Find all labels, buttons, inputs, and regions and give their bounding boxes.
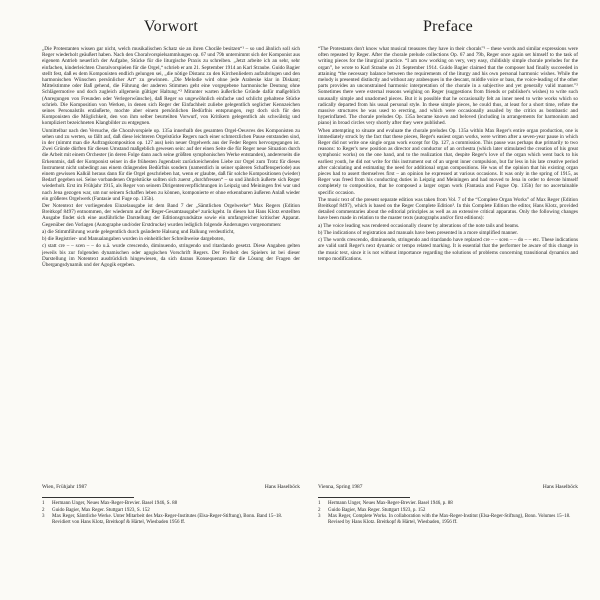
german-body xyxy=(42,46,300,502)
footnote xyxy=(318,501,578,507)
footnote-number: 3 xyxy=(318,514,321,519)
footnotes xyxy=(42,501,300,527)
paragraph: Unmittelbar nach den Versuche, die Choralvorspiele op. 135a innerhalb des gesamten Orgel-Oeuvres des Komponisten zu sehen und zu werten, so fällt auf, daß diese leichteren Orgelstücke Regers nach einer schmerzlichen Pause entstanden sind, in der (nimmt man die Auftragskomposition op. 127 aus) kein neuer Orgelwerk aus der Feder Regers hervorgegangen ist. Zwei Gründe dürften für diesen Umstand maßgeblich gewesen sein: auf der einen Seite die für Reger neue Situation durch die Arbeit mit einem Orchester (in deren Folge dann auch seine größten symphonischen Werke entstanden), andererseits die Erkenntnis, daß der Komponist seiner in die frühesten Jugendzeit zurückreichenden Liebe zur Orgel zum Trotz für dieses Instrument nicht unbedingt aus einem drängenden Bedürfnis sondern (namentlich in seiner späteren Schaffensperiode) aus einem gewissen Kalkül heraus dann für die Orgel geschrieben hat, wenn er glaubte, daß für solche Kompositionen (wieder) Bedarf gegeben sei. Seine vorbandenen Orgelstücke sollten sich zuerst „durchfressen“ – so und ähnlich äußerte sich Reger wiederholt. Erst im Frühjahr 1915, als Reger von seinem Dirigentenverpflichtungen in Leipzig und Meiningen frei war und nach Jena gezogen war, um nur seinem Schaffen leben zu können, komponierte er ohne erkennbaren äußeren Anlaß wieder ein größeres Orgelwerk (Fantasie und Fuge op. 135b). xyxy=(42,127,300,202)
footnotes xyxy=(318,501,578,527)
footnote xyxy=(42,508,300,514)
paragraph: „Die Protestanten wissen gar nicht, welch musikalischen Schatz sie an ihren Choräle besitzen“¹ – so und ähnlich soll sich Reger wiederholt geäußert haben. Nach den Choralvorspielsammlungen op. 67 und 79b unternimmt sich der Komponist aus eigenem Antrieb neuerlich der Aufgabe, Stücke für die liturgische Praxis zu schreiben. „Jetzt arbeite ich an sehr, sehr einfachen, kinderleichten Choralvorspielen für die Orgel,“ schrieb er am 21. September 1914 an Karl Straube. Guido Bagier stellt fest, daß es dem Komponisten endlich gelungen sei, „die nötige Distanz zu den Kirchenliedern aufzubringen und den harmonischen Wünschen persönlicher Art“ zu gewinnen. „Die Melodie wird ohne jede Arabeske klar in Diskant; Mittelstimme oder Baß gehend, die Führung der anderen Stimmen geht eine vorgegebene harmonische Deutung ohne Schlägermotive und doch zugleich allgemein gültiger Haltung.“² Mitunter warten äußerliche Gründe dafür maßgeblich (Anregungen von Freunden oder Verlegerwünsche), daß Reger so ungewöhnlich einfache und schlicht gehaltene Stücke schrieb. Die Komposition von Werken, in denen sich Reger der Einfachheit zuliebe gelegentlich seglicher Kennzeichen seines Personalstils entäußerte, mochte aber einem persönlichen Bedürfnis entsprungen, regt doch sich für den Komponisten die Möglichkeit, den von ihm selber beurteilten Vorwurf, von Kritikern gelegentlich als schwülstig und kompliziert bezeichneten Klangbilder zu entgegnen. xyxy=(42,46,300,127)
english-body xyxy=(318,46,578,502)
footnote-number: 3 xyxy=(42,514,45,519)
paragraph: The music text of the present separate edition was taken from Vol. 7 of the “Complete Organ Works” of Max Reger (Edition Breitkopf 8497), which is based on the Reger Complete Edition³. In this Complete Edition the editor, Hans Klotz, provided detailed commentaries about the editorial principles as well as an extensive critical apparatus. Only the following changes have been made in relation to the master texts (autographs and/or first editions): xyxy=(318,196,578,222)
page-title-english: Preface xyxy=(422,18,474,35)
footnote-text: Hermann Unger, Neues Max-Reger-Brevier. Basel 1946, S. 88 xyxy=(52,501,178,506)
list-item: b) The indications of registration and manuals have been presented in a more simplified manner. xyxy=(318,229,518,236)
paragraph: When attempting to situate and evaluate the chorale preludes Op. 135a within Max Reger's entire organ production, one is immediately struck by the fact that these pieces, Reger's easiest organ works, were written after a seven-year pause in which Reger did not write one single organ work except for Op. 127, a commission. This pause was perhaps due primarily to two reasons: to Reger's new position as director and conductor of an orchestra (which later stimulated the creation of his great symphonic works) on the one hand, and to the realization that, despite Reger's love of the organ which went back to his earliest youth, he did not write for this instrument out of an urgent inner compulsion, but far less in his late creative period after calculating and estimating the need for additional organ compositions. He was of the opinion that his existing organ pieces had to assert themselves first – an opinion he expressed at various occasions. It was only in the spring of 1915, as Reger was freed from his conducting duties in Leipzig and Meiningen and had moved to Jena in order to devote himself completely to composition, that he composed a larger organ work (Fantasia and Fugue Op. 135b) for no ascertainable specific occasion. xyxy=(318,127,578,196)
footnote xyxy=(318,508,578,514)
signature-line xyxy=(42,484,300,490)
footnote xyxy=(42,501,300,507)
footnote-text: Guido Bagier, Max Reger. Stuttgart 1923, S. 152 xyxy=(52,507,150,513)
paragraph: Der Notentext der vorliegenden Einzelausgabe ist dem Band 7 der „Sämtlichen Orgelwerke“ Max Regers (Edition Breitkopf 8497) entnommen, der wiederum auf der Reger-Gesamtausgabe³ zurückgeht. In diesen hat Hans Klotz erstellten Ausgabe findet sich eine ausführliche Darstellung der Editionsgrundsätze sowie ein umfangreicher kritischer Apparat. Gegenüber den Vorlagen (Autographe und/oder Erstdrucke) wurden lediglich folgende Änderungen vorgenommen: xyxy=(42,203,300,228)
footnote xyxy=(318,514,578,526)
footnote-number: 1 xyxy=(42,501,45,506)
english-column xyxy=(318,0,578,525)
footnote-text: Max Reger, Sämtliche Werke. Unter Mitarbeit des Max-Reger-Institutes (Elsa-Reger-Stiftung), Bonn. Band 15–18. Revidiert von Hans Klotz, Breitkopf & Härtel, Wiesbaden 1956 ff. xyxy=(52,514,283,525)
list-item: c) statt cre – – scen – – do u.ä. wurde crescendo, diminuendo, stringendo und ritardando gesetzt. Diese Angaben gelten jeweils bis zur folgenden dynamischen oder agogischen Vorschrift Regers. Der Freiheit des Spielers ist bei dieser Darstellung im Notentext ausdrücklich hingewiesen, da sich daraus Konsequenzen für die Lösung der Fragen der Übergangsdynamik und der Agogik ergeben. xyxy=(42,243,300,268)
footnote-divider xyxy=(42,497,134,498)
german-column xyxy=(42,0,300,525)
footnote-text: Hermann Unger, Neues Max-Reger-Brevier. Basel 1946, p. 88 xyxy=(328,501,453,506)
list-item: a) The voice leading was rendered occasionally clearer by alterations of the note tails and beams. xyxy=(318,222,520,229)
place-date: Wien, Frühjahr 1987 xyxy=(42,484,87,490)
footnote-text: Guido Bagier, Max Reger. Stuttgart 1923, p. 152 xyxy=(328,507,426,513)
list-item: c) The words crescendo, diminuendo, stringendo and ritardando have replaced cre – – scen – – do – – etc. These indications are valid until Reger's next dynamic or tempo related marking. It is essential that the performer be aware of this change in the music text, since it is not without importance regarding the solutions of problems concerning transitional dynamics and tempo modifications. xyxy=(318,237,578,262)
paragraph: “The Protestants don't know what musical treasures they have in their chorals”¹ – these words and similar expressions were often repeated by Reger. After the chorale prelude collections Op. 67 and 79b, Reger once again set himself to the task of writing pieces for the liturgical practice. “I am now working on very, very easy, childishly simple chorale preludes for the organ”, he wrote to Karl Straube on 21 September 1914. Guido Bagier claimed that the composer had finally succeeded in attaining “the necessary balance between the requirements of the liturgy and his own personal harmonic wishes. While the melody is presented distinctly and without any arabesques in the descant, middle voice or bass, the voice-leading of the other parts provides an unconstrained harmonic interpretation of the chorale in a subjective and yet generally valid manner.”² Sometimes there were external reasons weighing on Reger (suggestions from friends or publisher's wishes) to write such unusually simple and unadorned pieces. But it is possible that he occasionally felt an inner need to write works which so radically departed from his usual personal style. In these simple pieces, he could thus, at least for a short time, refute the massive structures he was used to erecting, and which were occasionally assailed by the critics as bombastic and hyperinflated. The chorale preludes Op. 135a became known and beloved (including in arrangements for harmonium and piano) in broad circles very shortly after they were published. xyxy=(318,46,578,127)
list-item: b) die Registrier- und Manualangaben wurden in einheitlicher Schreibweise dargeboten, xyxy=(42,236,225,243)
page-title-german: Vorwort xyxy=(143,18,199,35)
footnote-text: Max Reger, Complete Works. In collaboration with the Max-Reger-Institut (Elsa-Reger-Stiftung), Bonn. Volumes 15–18. Revised by Hans Klotz. Breitkopf & Härtel, Wiesbaden, 1956 ff. xyxy=(328,514,571,525)
footnote-divider xyxy=(318,497,410,498)
footnote-number: 2 xyxy=(318,507,321,513)
author-name: Hans Haselböck xyxy=(264,484,300,490)
place-date: Vienna, Spring 1987 xyxy=(318,484,363,490)
signature-line xyxy=(318,484,578,490)
footnote-number: 1 xyxy=(318,501,321,506)
list-item: a) die Stimmführung wurde gelegentlich durch geänderte Halsung und Balkung verdeutlicht, xyxy=(42,228,235,235)
footnote-number: 2 xyxy=(42,507,45,513)
footnote xyxy=(42,514,300,526)
author-name: Hans Haselböck xyxy=(542,484,578,490)
